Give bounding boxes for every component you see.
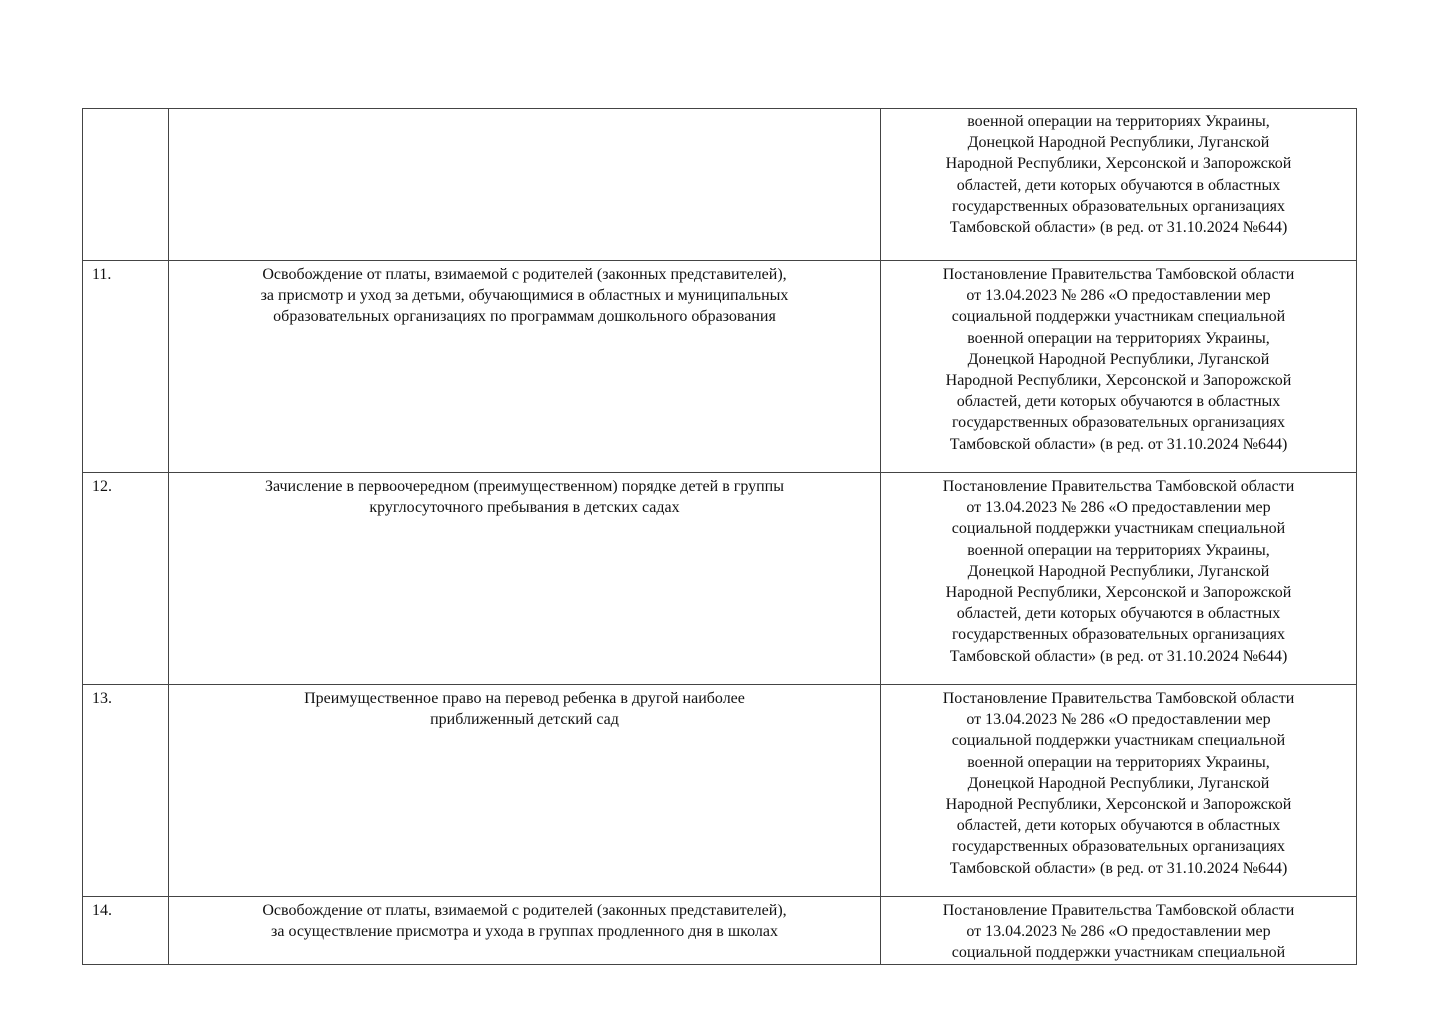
legal-basis-line: Постановление Правительства Тамбовской области bbox=[942, 902, 1295, 919]
measure-cell bbox=[169, 897, 881, 965]
legal-basis-line: Донецкой Народной Республики, Луганской bbox=[967, 562, 1270, 580]
measure-line: за присмотр и уход за детьми, обучающимися в областных и муниципальных bbox=[260, 287, 789, 305]
legal-basis-line: Донецкой Народной Республики, Луганской bbox=[967, 134, 1270, 152]
measure-line: Преимущественное право на перевод ребенка в другой наиболее bbox=[304, 690, 745, 707]
legal-basis-line: областей, дети которых обучаются в областных bbox=[956, 605, 1281, 623]
legal-basis-line: Народной Республики, Херсонской и Запорожской bbox=[945, 372, 1292, 390]
row-number: 14. bbox=[92, 902, 112, 919]
legal-basis-line: военной операции на территориях Украины, bbox=[967, 753, 1270, 771]
legal-basis-line: Тамбовской области» (в ред. от 31.10.2024 №644) bbox=[949, 859, 1288, 877]
legal-basis-cell bbox=[881, 897, 1357, 965]
legal-basis-line: государственных образовательных организациях bbox=[951, 626, 1286, 644]
legal-basis-line: Народной Республики, Херсонской и Запорожской bbox=[945, 155, 1292, 173]
measure-cell bbox=[169, 473, 881, 685]
row-number-cell bbox=[83, 473, 169, 685]
legal-basis-line: Тамбовской области» (в ред. от 31.10.2024 №644) bbox=[949, 435, 1288, 453]
legal-basis-line: от 13.04.2023 № 286 «О предоставлении мер bbox=[966, 499, 1271, 517]
legal-basis-line: Донецкой Народной Республики, Луганской bbox=[967, 774, 1270, 792]
row-number-cell bbox=[83, 261, 169, 473]
measure-line: за осуществление присмотра и ухода в группах продленного дня в школах bbox=[271, 923, 778, 941]
legal-basis-line: Донецкой Народной Республики, Луганской bbox=[967, 350, 1270, 368]
legal-basis-line: социальной поддержки участникам специальной bbox=[951, 520, 1286, 538]
table-row bbox=[83, 897, 1357, 965]
legal-basis-line: государственных образовательных организациях bbox=[951, 197, 1286, 215]
legal-basis-line: социальной поддержки участникам специальной bbox=[951, 308, 1286, 326]
measures-table bbox=[82, 108, 1357, 965]
legal-basis-cell bbox=[881, 473, 1357, 685]
row-number-cell bbox=[83, 685, 169, 897]
legal-basis-cell bbox=[881, 109, 1357, 261]
measure-line: приближенный детский сад bbox=[430, 711, 619, 729]
measure-cell bbox=[169, 685, 881, 897]
table-row bbox=[83, 473, 1357, 685]
legal-basis-line: областей, дети которых обучаются в областных bbox=[956, 393, 1281, 411]
measure-line: образовательных организациях по программам дошкольного образования bbox=[273, 308, 776, 326]
row-number: 13. bbox=[92, 690, 112, 707]
legal-basis-line: областей, дети которых обучаются в областных bbox=[956, 176, 1281, 194]
measure-cell bbox=[169, 261, 881, 473]
legal-basis-cell bbox=[881, 685, 1357, 897]
legal-basis-line: военной операции на территориях Украины, bbox=[967, 113, 1270, 130]
measures-table-body bbox=[83, 109, 1357, 965]
legal-basis-line: Народной Республики, Херсонской и Запорожской bbox=[945, 584, 1292, 602]
legal-basis-line: Народной Республики, Херсонской и Запорожской bbox=[945, 796, 1292, 814]
legal-basis-line: Постановление Правительства Тамбовской области bbox=[942, 266, 1295, 283]
measure-line: Зачисление в первоочередном (преимущественном) порядке детей в группы bbox=[265, 478, 784, 495]
legal-basis-line: областей, дети которых обучаются в областных bbox=[956, 817, 1281, 835]
legal-basis-line: от 13.04.2023 № 286 «О предоставлении мер bbox=[966, 923, 1271, 941]
row-number: 12. bbox=[92, 478, 112, 495]
legal-basis-line: Тамбовской области» (в ред. от 31.10.2024 №644) bbox=[949, 219, 1288, 237]
row-number-cell bbox=[83, 109, 169, 261]
legal-basis-line: Постановление Правительства Тамбовской области bbox=[942, 690, 1295, 707]
legal-basis-line: социальной поддержки участникам специальной bbox=[951, 732, 1286, 750]
row-number: 11. bbox=[92, 266, 112, 283]
legal-basis-line: военной операции на территориях Украины, bbox=[967, 329, 1270, 347]
legal-basis-line: от 13.04.2023 № 286 «О предоставлении мер bbox=[966, 287, 1271, 305]
measure-cell bbox=[169, 109, 881, 261]
legal-basis-cell bbox=[881, 261, 1357, 473]
legal-basis-line: социальной поддержки участникам специальной bbox=[951, 944, 1286, 962]
legal-basis-line: государственных образовательных организациях bbox=[951, 838, 1286, 856]
legal-basis-line: военной операции на территориях Украины, bbox=[967, 541, 1270, 559]
legal-basis-line: Постановление Правительства Тамбовской области bbox=[942, 478, 1295, 495]
table-row bbox=[83, 109, 1357, 261]
measure-line: Освобождение от платы, взимаемой с родителей (законных представителей), bbox=[262, 266, 787, 283]
measure-line: круглосуточного пребывания в детских садах bbox=[369, 499, 680, 517]
row-number-cell bbox=[83, 897, 169, 965]
table-row bbox=[83, 685, 1357, 897]
table-row bbox=[83, 261, 1357, 473]
legal-basis-line: Тамбовской области» (в ред. от 31.10.2024 №644) bbox=[949, 647, 1288, 665]
legal-basis-line: от 13.04.2023 № 286 «О предоставлении мер bbox=[966, 711, 1271, 729]
measure-line: Освобождение от платы, взимаемой с родителей (законных представителей), bbox=[262, 902, 787, 919]
legal-basis-line: государственных образовательных организациях bbox=[951, 414, 1286, 432]
